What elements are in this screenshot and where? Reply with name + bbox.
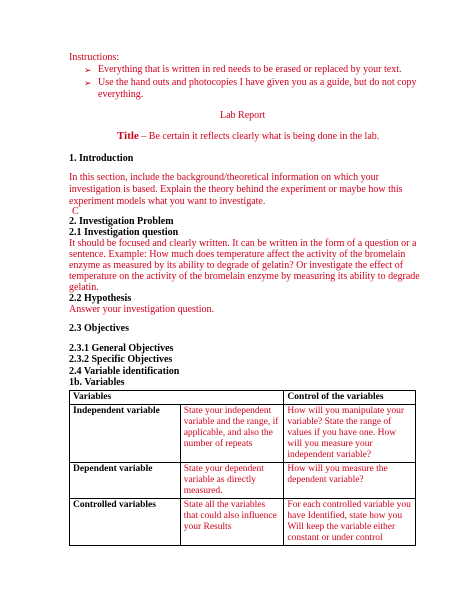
instruction-item: Use the hand outs and photocopies I have given you as a guide, but do not copy	[98, 77, 417, 88]
section-introduction-heading: 1. Introduction	[69, 153, 134, 164]
variables-table	[69, 390, 416, 546]
instruction-item-continued: everything.	[98, 89, 144, 100]
variable-name-cell: Independent variable	[70, 405, 181, 463]
title-label: Title	[117, 130, 139, 142]
variable-description-cell: State your independent variable and the range, if applicable, and also the number of repeats	[180, 405, 284, 463]
bullet-arrow-icon: ➢	[84, 78, 92, 88]
general-objectives-heading: 2.3.1 General Objectives	[69, 343, 174, 354]
variable-name-cell: Controlled variables	[70, 499, 181, 546]
instruction-item: Everything that is written in red needs to be erased or replaced by your text.	[98, 64, 402, 75]
table-header-cell: Variables	[70, 391, 284, 405]
question-text-line: sentence. Example: How much does temperature affect the activity of the bromelain	[69, 249, 406, 260]
table-header-cell: Control of the variables	[284, 391, 416, 405]
variable-control-cell: How will you manipulate your variable? State the range of values if you have one. How will you measure your independent variable?	[284, 405, 416, 463]
variables-heading: 1b. Variables	[69, 377, 125, 388]
table-row	[70, 405, 416, 463]
section-investigation-problem-heading: 2. Investigation Problem	[69, 216, 174, 227]
variable-description-cell: State your dependent variable as directly measured.	[180, 463, 284, 499]
investigation-question-heading: 2.1 Investigation question	[69, 227, 179, 238]
variable-control-cell: How will you measure the dependent variable?	[284, 463, 416, 499]
variable-control-cell: For each controlled variable you have Identified, state how you Will keep the variable either constant or under control	[284, 499, 416, 546]
variable-name-cell: Dependent variable	[70, 463, 181, 499]
stray-letter: C	[72, 206, 79, 217]
intro-text-line: experiment models what you want to investigate.	[69, 196, 266, 207]
question-text-line: temperature on the activity of the bromelain enzyme by measuring its ability to degrade	[69, 271, 420, 282]
question-text-line: It should be focused and clearly written. It can be written in the form of a question or a	[69, 238, 417, 249]
title-text: – Be certain it reflects clearly what is being done in the lab.	[138, 131, 380, 142]
table-row	[70, 463, 416, 499]
table-row	[70, 499, 416, 546]
hypothesis-heading: 2.2 Hypothesis	[69, 293, 132, 304]
instructions-heading: Instructions:	[69, 52, 119, 63]
title-instruction	[117, 130, 379, 143]
intro-text-line: investigation is based. Explain the theory behind the experiment or maybe how this	[69, 184, 403, 195]
hypothesis-text: Answer your investigation question.	[69, 304, 214, 315]
question-text-line: gelatin.	[69, 282, 99, 293]
table-header-row	[70, 391, 416, 405]
question-text-line: enzyme as measured by its ability to degrade of gelatin? Or investigate the effect of	[69, 260, 404, 271]
intro-text-line: In this section, include the background/theoretical information on which your	[69, 172, 379, 183]
report-title: Lab Report	[220, 110, 266, 121]
objectives-heading: 2.3 Objectives	[69, 323, 129, 334]
variable-identification-heading: 2.4 Variable identification	[69, 366, 180, 377]
specific-objectives-heading: 2.3.2 Specific Objectives	[69, 354, 173, 365]
variable-description-cell: State all the variables that could also influence your Results	[180, 499, 284, 546]
bullet-arrow-icon: ➢	[84, 65, 92, 75]
